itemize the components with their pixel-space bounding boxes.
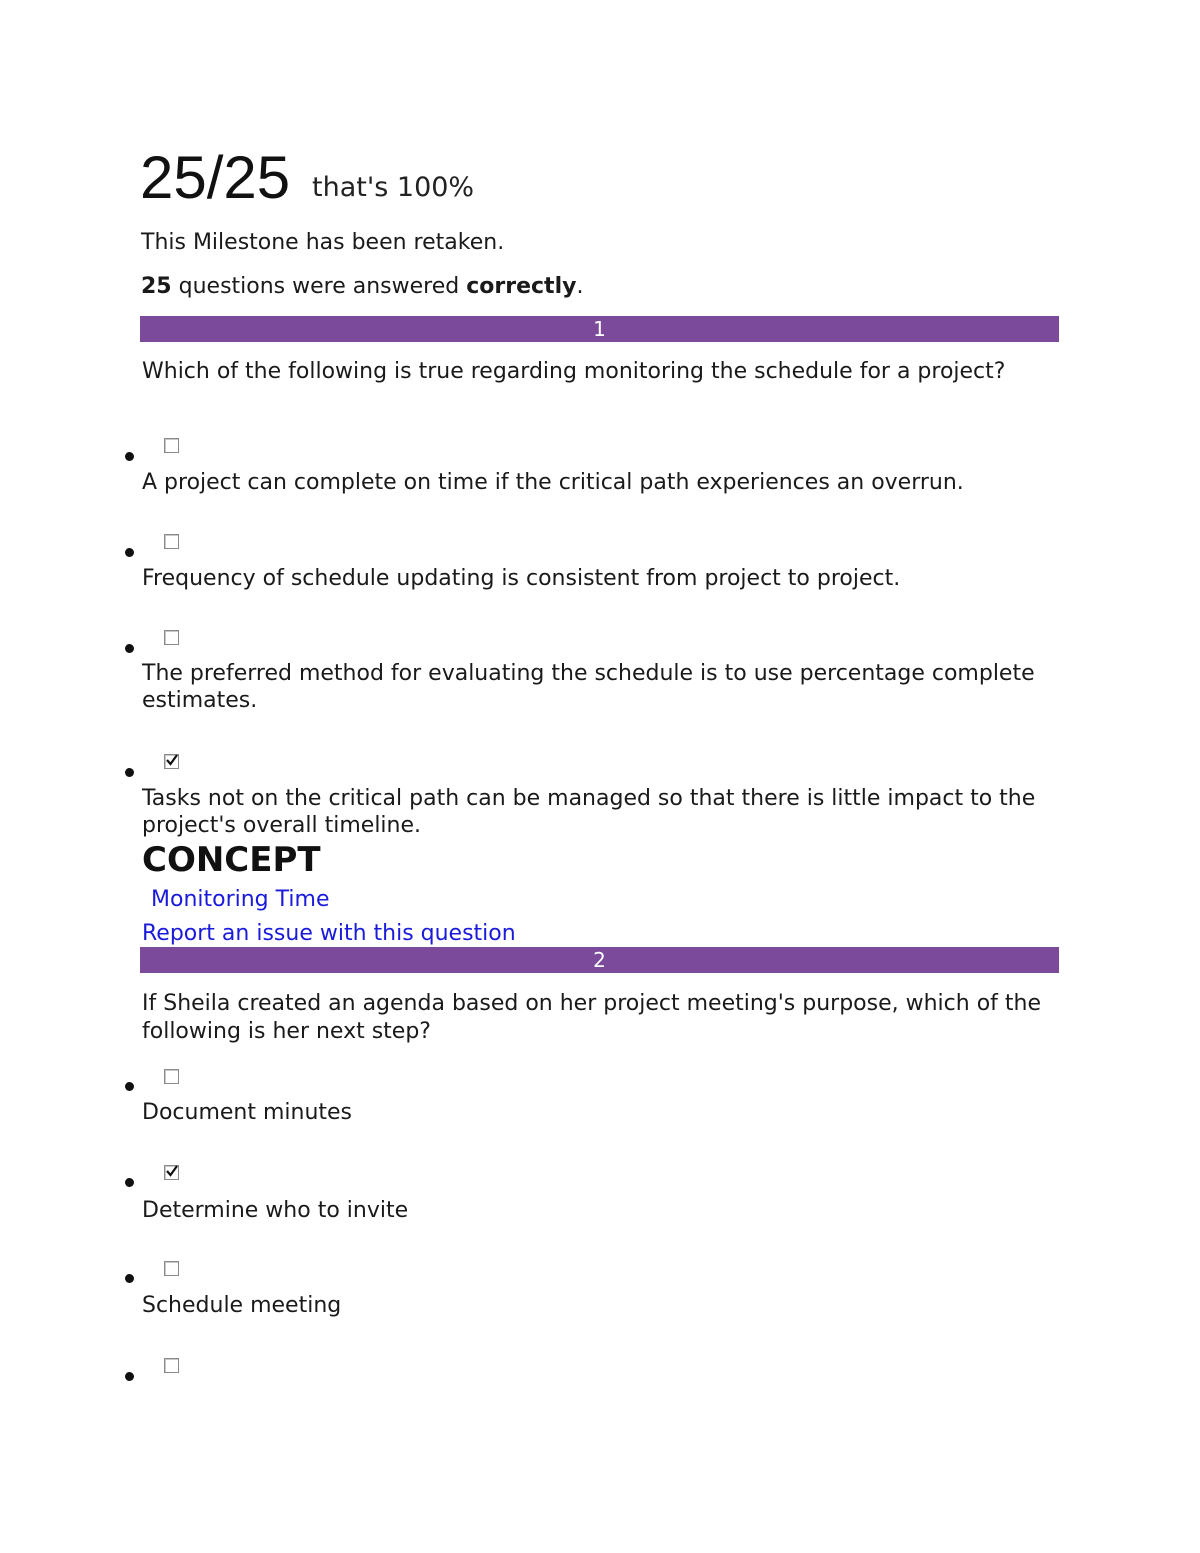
checkmark-icon — [164, 1163, 180, 1179]
answer-checkbox[interactable] — [164, 630, 179, 645]
correct-count: 25 — [141, 274, 172, 299]
report-issue-link[interactable]: Report an issue with this question — [142, 921, 516, 946]
question-2-header: 2 — [140, 947, 1059, 973]
answer-checkbox[interactable] — [164, 438, 179, 453]
answer-option: Tasks not on the critical path can be managed so that there is little impact to the project's overall timeline. — [142, 786, 1036, 838]
answer-checkbox[interactable] — [164, 1358, 179, 1373]
question-2-text: If Sheila created an agenda based on her project meeting's purpose, which of the following is her next step? — [142, 991, 1042, 1044]
answer-checkbox[interactable] — [164, 1261, 179, 1276]
answer-option: The preferred method for evaluating the schedule is to use percentage complete estimates. — [142, 661, 1035, 713]
bullet — [125, 1082, 134, 1091]
answer-option: Schedule meeting — [142, 1293, 342, 1318]
answer-option: A project can complete on time if the critical path experiences an overrun. — [142, 470, 964, 495]
answer-checkbox[interactable] — [164, 1069, 179, 1084]
correct-middle-text: questions were answered — [178, 274, 460, 299]
score-total: 25/25 — [140, 144, 291, 211]
bullet — [125, 1274, 134, 1283]
checkmark-icon — [164, 752, 180, 768]
question-1-header: 1 — [140, 316, 1059, 342]
correct-word: correctly — [466, 274, 577, 299]
retaken-notice: This Milestone has been retaken. — [141, 230, 505, 255]
answer-option: Frequency of schedule updating is consistent from project to project. — [142, 566, 901, 591]
answer-checkbox[interactable] — [164, 754, 179, 769]
answer-checkbox[interactable] — [164, 534, 179, 549]
answer-checkbox[interactable] — [164, 1165, 179, 1180]
concept-link[interactable]: Monitoring Time — [151, 887, 330, 912]
bullet — [125, 1178, 134, 1187]
bullet — [125, 644, 134, 653]
score-percent: that's 100% — [312, 172, 475, 203]
answer-option: Document minutes — [142, 1100, 353, 1125]
correct-summary — [141, 272, 583, 302]
question-1-text: Which of the following is true regarding monitoring the schedule for a project? — [142, 359, 1006, 384]
concept-heading: CONCEPT — [142, 840, 321, 880]
bullet — [125, 548, 134, 557]
correct-end: . — [576, 274, 584, 299]
bullet — [125, 452, 134, 461]
bullet — [125, 768, 134, 777]
bullet — [125, 1372, 134, 1381]
answer-option: Determine who to invite — [142, 1198, 409, 1223]
